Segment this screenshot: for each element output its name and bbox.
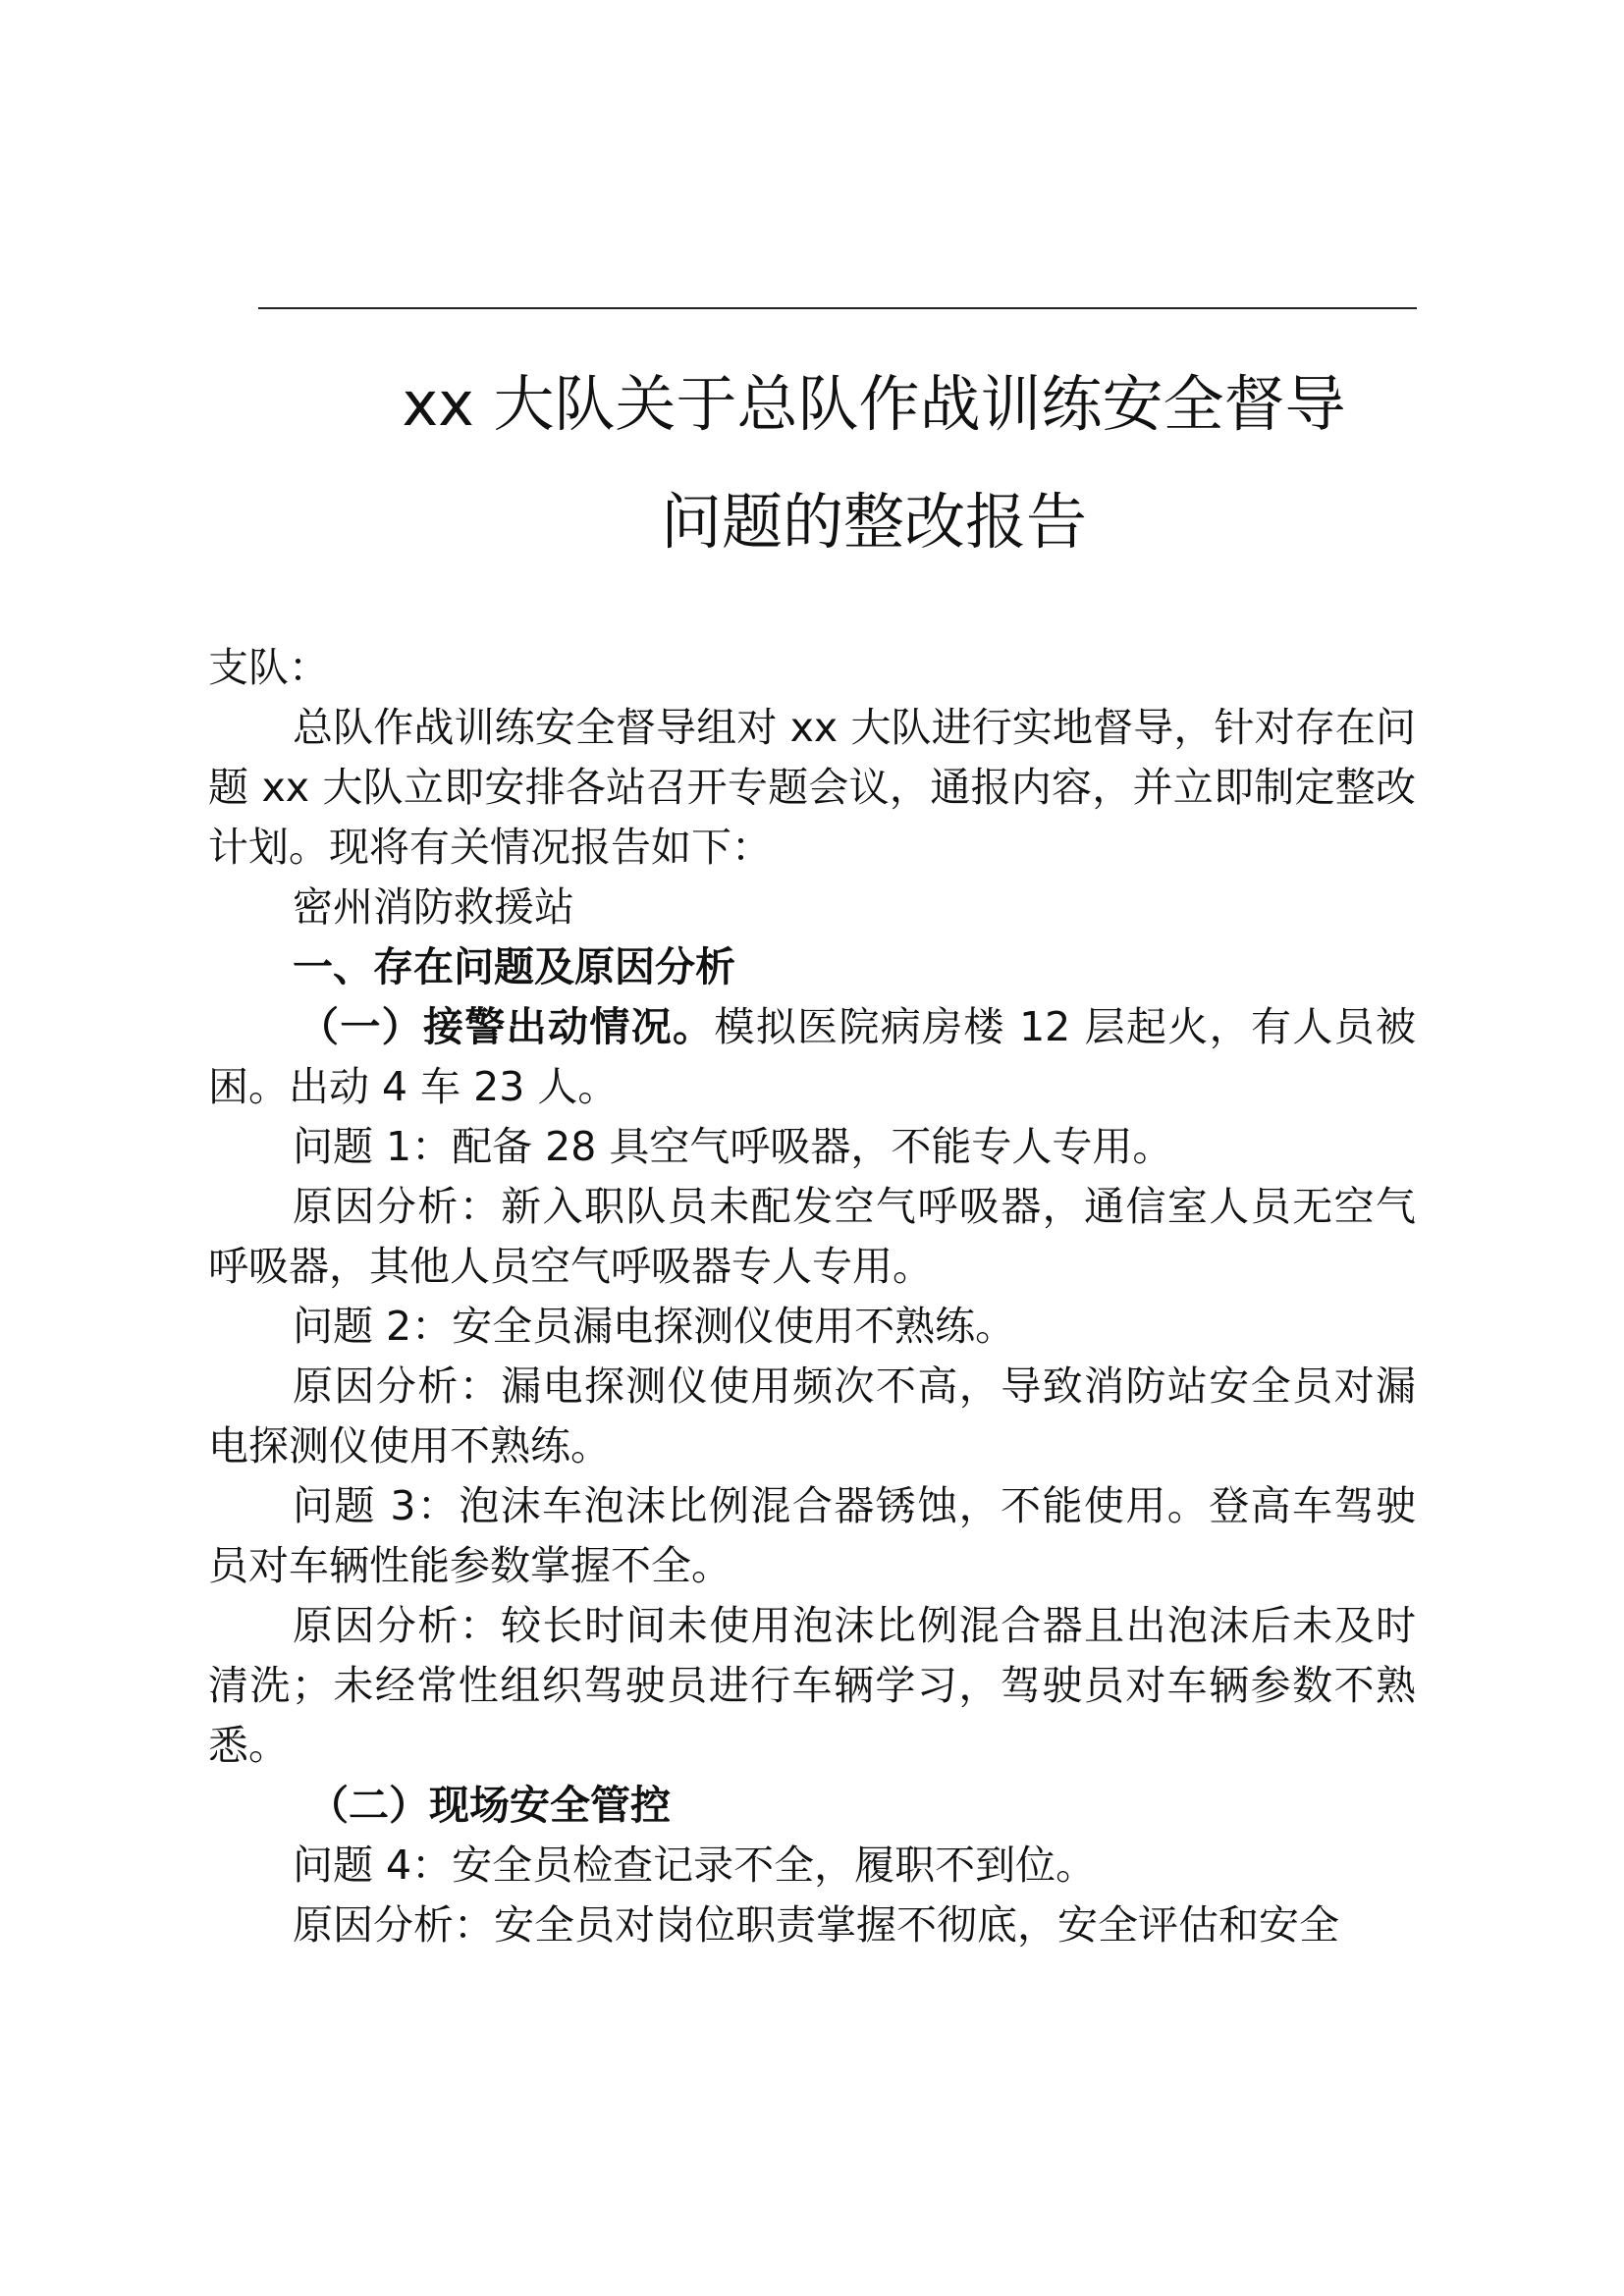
subsection-heading-2: （二）现场安全管控 [308, 1782, 671, 1829]
problem-2: 问题 2：安全员漏电探测仪使用不熟练。 [293, 1303, 1016, 1350]
cause-analysis-3: 原因分析：较长时间未使用泡沫比例混合器且出泡沫后未及时清洗；未经常性组织驾驶员进行车辆学习，驾驶员对车辆参数不熟悉。 [208, 1602, 1416, 1769]
header-rule [258, 307, 1417, 309]
problem-1: 问题 1：配备 28 具空气呼吸器，不能专人专用。 [293, 1123, 1173, 1170]
cause-analysis-4: 原因分析：安全员对岗位职责掌握不彻底，安全评估和安全 [293, 1901, 1339, 1949]
station-name: 密州消防救援站 [293, 883, 574, 931]
subsection-1-text: 模拟医院病房楼 12 层起火，有人员被困。出动 4 车 23 人。 [208, 1003, 1416, 1110]
problem-3: 问题 3：泡沫车泡沫比例混合器锈蚀，不能使用。登高车驾驶员对车辆性能参数掌握不全。 [208, 1482, 1416, 1589]
subsection-1-paragraph [208, 997, 1416, 1117]
intro-paragraph: 总队作战训练安全督导组对 xx 大队进行实地督导，针对存在问题 xx 大队立即安排各站召开专题会议，通报内容，并立即制定整改计划。现将有关情况报告如下： [208, 704, 1416, 871]
subsection-heading-1: （一）接警出动情况。 [298, 1003, 715, 1050]
problem-4: 问题 4：安全员检查记录不全，履职不到位。 [293, 1842, 1097, 1889]
document-title-line2: 问题的整改报告 [660, 486, 1087, 558]
salutation: 支队： [208, 644, 329, 691]
cause-analysis-1: 原因分析：新入职队员未配发空气呼吸器，通信室人员无空气呼吸器，其他人员空气呼吸器专人专用。 [208, 1183, 1416, 1290]
cause-analysis-2: 原因分析：漏电探测仪使用频次不高，导致消防站安全员对漏电探测仪使用不熟练。 [208, 1362, 1416, 1469]
section-heading-1: 一、存在问题及原因分析 [293, 943, 735, 990]
document-title-line1: xx 大队关于总队作战训练安全督导 [402, 368, 1346, 440]
document-body [208, 638, 1416, 1955]
